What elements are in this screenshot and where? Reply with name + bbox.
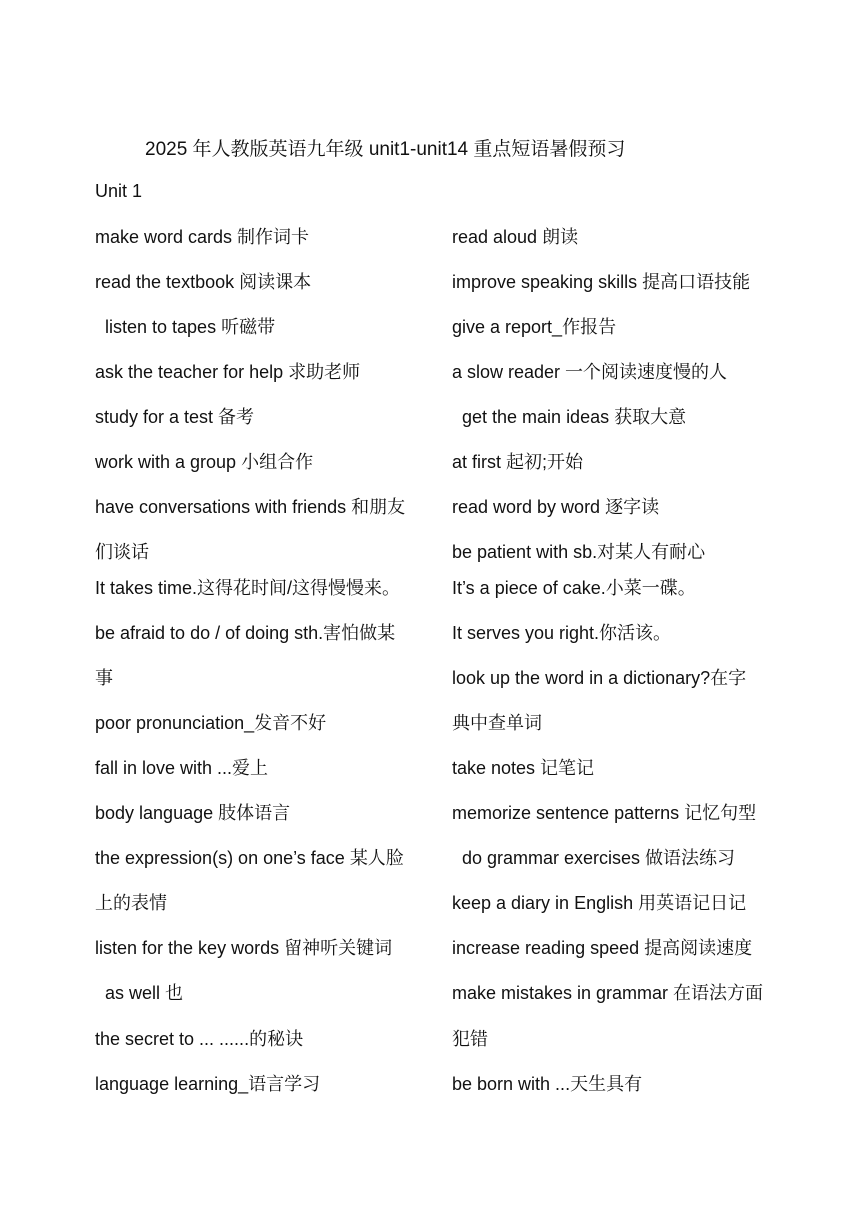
phrase-right-continued: 犯错 <box>452 1029 488 1049</box>
phrase-right: look up the word in a dictionary?在字 <box>452 668 747 688</box>
phrase-right: give a report_作报告 <box>452 317 617 337</box>
phrase-left: ask the teacher for help 求助老师 <box>95 362 361 382</box>
phrase-right: at first 起初;开始 <box>452 452 584 472</box>
phrase-right: get the main ideas 获取大意 <box>462 407 687 427</box>
phrase-left: listen for the key words 留神听关键词 <box>95 938 393 958</box>
phrase-right: improve speaking skills 提高口语技能 <box>452 272 751 292</box>
phrase-right: It serves you right.你活该。 <box>452 623 672 643</box>
phrase-right: make mistakes in grammar 在语法方面 <box>452 983 764 1003</box>
phrase-left: poor pronunciation_发音不好 <box>95 713 327 733</box>
phrase-right: take notes 记笔记 <box>452 758 595 778</box>
phrase-left: listen to tapes 听磁带 <box>105 317 276 337</box>
phrase-right: read word by word 逐字读 <box>452 497 660 517</box>
phrase-left: fall in love with ...爱上 <box>95 758 269 778</box>
phrase-left: make word cards 制作词卡 <box>95 227 310 247</box>
phrase-left: work with a group 小组合作 <box>95 452 314 472</box>
phrase-left: read the textbook 阅读课本 <box>95 272 312 292</box>
phrase-right: do grammar exercises 做语法练习 <box>462 848 736 868</box>
phrase-right-continued: 典中查单词 <box>452 713 542 733</box>
phrase-left: body language 肢体语言 <box>95 803 291 823</box>
phrase-right: read aloud 朗读 <box>452 227 579 247</box>
phrase-left: the secret to ... ......的秘诀 <box>95 1029 304 1049</box>
phrase-right: be born with ...天生具有 <box>452 1074 643 1094</box>
phrase-right: a slow reader 一个阅读速度慢的人 <box>452 362 728 382</box>
phrase-left-continued: 们谈话 <box>95 542 149 562</box>
phrase-right: memorize sentence patterns 记忆句型 <box>452 803 757 823</box>
phrase-left: have conversations with friends 和朋友 <box>95 497 406 517</box>
phrase-left: as well 也 <box>105 983 184 1003</box>
phrase-left: be afraid to do / of doing sth.害怕做某 <box>95 623 396 643</box>
phrase-left-continued: 事 <box>95 668 113 688</box>
phrase-right: keep a diary in English 用英语记日记 <box>452 893 747 913</box>
phrase-left: study for a test 备考 <box>95 407 255 427</box>
phrase-left: the expression(s) on one’s face 某人脸 <box>95 848 404 868</box>
phrase-left: It takes time.这得花时间/这得慢慢来。 <box>95 578 401 598</box>
document-title: 2025 年人教版英语九年级 unit1-unit14 重点短语暑假预习 <box>145 139 626 160</box>
phrase-right: It’s a piece of cake.小菜一碟。 <box>452 578 696 598</box>
phrase-left: language learning_语言学习 <box>95 1074 321 1094</box>
phrase-right: increase reading speed 提高阅读速度 <box>452 938 753 958</box>
phrase-left-continued: 上的表情 <box>95 893 167 913</box>
phrase-right: be patient with sb.对某人有耐心 <box>452 542 706 562</box>
unit-heading: Unit 1 <box>95 181 143 201</box>
